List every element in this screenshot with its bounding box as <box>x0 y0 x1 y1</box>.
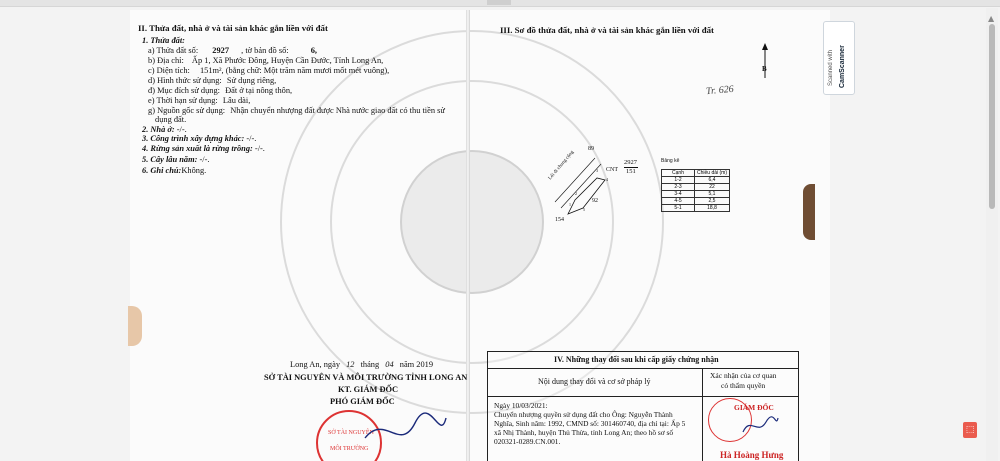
camscanner-line1: Scanned with <box>828 49 834 86</box>
house-line: 2. Nhà ở: -/-. <box>142 125 187 134</box>
table-row: 4-5 2,5 <box>662 198 730 205</box>
purpose-line: đ) Mục đích sử dụng: Đất ở tại nông thôn, <box>148 86 293 95</box>
address-line: b) Địa chỉ: Ấp 1, Xã Phước Đông, Huyện Cần Đước, Tỉnh Long An, <box>148 56 384 65</box>
finger-left <box>128 306 142 346</box>
scroll-thumb[interactable] <box>989 24 995 209</box>
north-label: B <box>762 65 767 73</box>
changes-col2-line1: Xác nhận của cơ quan <box>710 371 777 380</box>
neighbor-89: 89 <box>588 146 594 152</box>
vertex-2: 2 <box>575 191 577 196</box>
edge-length-table <box>661 169 730 212</box>
origin-cont: dụng đất. <box>155 115 187 124</box>
official-stamp: SỞ TÀI NGUYÊN MÔI TRƯỜNG <box>316 410 382 461</box>
place-date: Long An, ngày 12 tháng 04 năm 2019 <box>290 360 434 369</box>
origin-line: g) Nguồn gốc sử dụng: Nhận chuyển nhượng đất được Nhà nước giao đất có thu tiền sử <box>148 106 445 115</box>
parcel-area-label: 151 <box>626 168 636 175</box>
table-row: 2-3 22 <box>662 184 730 191</box>
changes-box <box>487 351 799 461</box>
parcel-line: a) Thửa đất số: 2927 , tờ bản đồ số: 6, <box>148 46 317 55</box>
vertical-scrollbar[interactable] <box>986 8 998 461</box>
table-row: 3-4 5,1 <box>662 191 730 198</box>
deputy-director: PHÓ GIÁM ĐỐC <box>330 397 395 406</box>
construction-line: 3. Công trình xây dựng khác: -/-. <box>142 134 257 143</box>
change-date: Ngày 10/03/2021: <box>494 401 548 410</box>
vertex-4: 4 <box>606 177 608 182</box>
neighbor-92: 92 <box>592 198 598 204</box>
change-line: Nghĩa, Sinh năm: 1992, CMND số: 301460740, địa chỉ tại: Ấp 5 <box>494 419 686 428</box>
table-header: Chiều dài (m) <box>695 170 730 177</box>
section-ii-title: II. Thửa đất, nhà ở và tài sản khác gắn liền với đất <box>138 23 328 33</box>
vertex-5: 5 <box>583 207 585 212</box>
camscanner-badge <box>823 21 855 95</box>
table-row: 5-1 18,8 <box>662 205 730 212</box>
parcel-number-label: 2927 <box>624 159 637 166</box>
notes-line: 6. Ghi chú:Không. <box>142 166 207 175</box>
certificate-page <box>130 10 830 461</box>
kt-director: KT. GIÁM ĐỐC <box>338 385 399 394</box>
section-iii-title: III. Sơ đồ thửa đất, nhà ở và tài sản khác gắn liền với đất <box>500 25 714 35</box>
area-line: c) Diện tích: 151m², (bằng chữ: Một trăm năm mươi mốt mét vuông), <box>148 66 390 75</box>
change-line: 020321-0289.CN.001. <box>494 437 561 446</box>
change-line: Chuyển nhượng quyền sử dụng đất cho Ông: Nguyễn Thành <box>494 410 673 419</box>
vertex-3: 3 <box>596 168 598 173</box>
issuer: SỞ TÀI NGUYÊN VÀ MÔI TRƯỜNG TỈNH LONG AN <box>264 373 468 382</box>
trees-line: 5. Cây lâu năm: -/-. <box>142 155 210 164</box>
watermark-emblem <box>400 150 544 294</box>
neighbor-154: 154 <box>555 217 564 223</box>
changes-col2-line2: có thẩm quyền <box>721 381 766 390</box>
approval-signature <box>740 414 780 438</box>
table-header: Cạnh <box>662 170 695 177</box>
camscanner-line2: CamScanner <box>839 45 846 88</box>
stamp-director-title: GIÁM ĐỐC <box>734 403 774 412</box>
changes-title: IV. Những thay đổi sau khi cấp giấy chứng nhận <box>554 355 719 364</box>
road-label: Lối đi chung cộng <box>548 150 576 182</box>
land-heading: 1. Thửa đất: <box>142 36 185 45</box>
term-line: e) Thời hạn sử dụng: Lâu dài, <box>148 96 251 105</box>
vertex-1: 1 <box>569 202 571 207</box>
handwritten-note: Tr. 626 <box>705 83 735 98</box>
table-row: 1-2 6,4 <box>662 177 730 184</box>
scroll-up-icon[interactable]: ▲ <box>988 14 995 23</box>
table-caption: Bảng kê <box>661 158 680 164</box>
change-line: xã Nhị Thành, huyện Thủ Thừa, tỉnh Long An; theo hồ sơ số <box>494 428 674 437</box>
signer-name: Hà Hoàng Hưng <box>720 450 784 460</box>
cnt-label: CNT <box>606 167 618 173</box>
north-arrow-icon <box>758 42 772 82</box>
page-fold <box>466 10 470 461</box>
forest-line: 4. Rừng sản xuất là rừng trồng: -/-. <box>142 144 265 153</box>
changes-col1: Nội dung thay đổi và cơ sở pháp lý <box>538 377 651 386</box>
pdf-icon[interactable]: ⬚ <box>963 422 977 438</box>
signature <box>360 408 450 458</box>
tab-handle[interactable] <box>487 0 511 5</box>
use-form-line: d) Hình thức sử dụng: Sử dụng riêng, <box>148 76 277 85</box>
top-bar <box>0 0 1000 7</box>
finger-right <box>803 184 815 240</box>
